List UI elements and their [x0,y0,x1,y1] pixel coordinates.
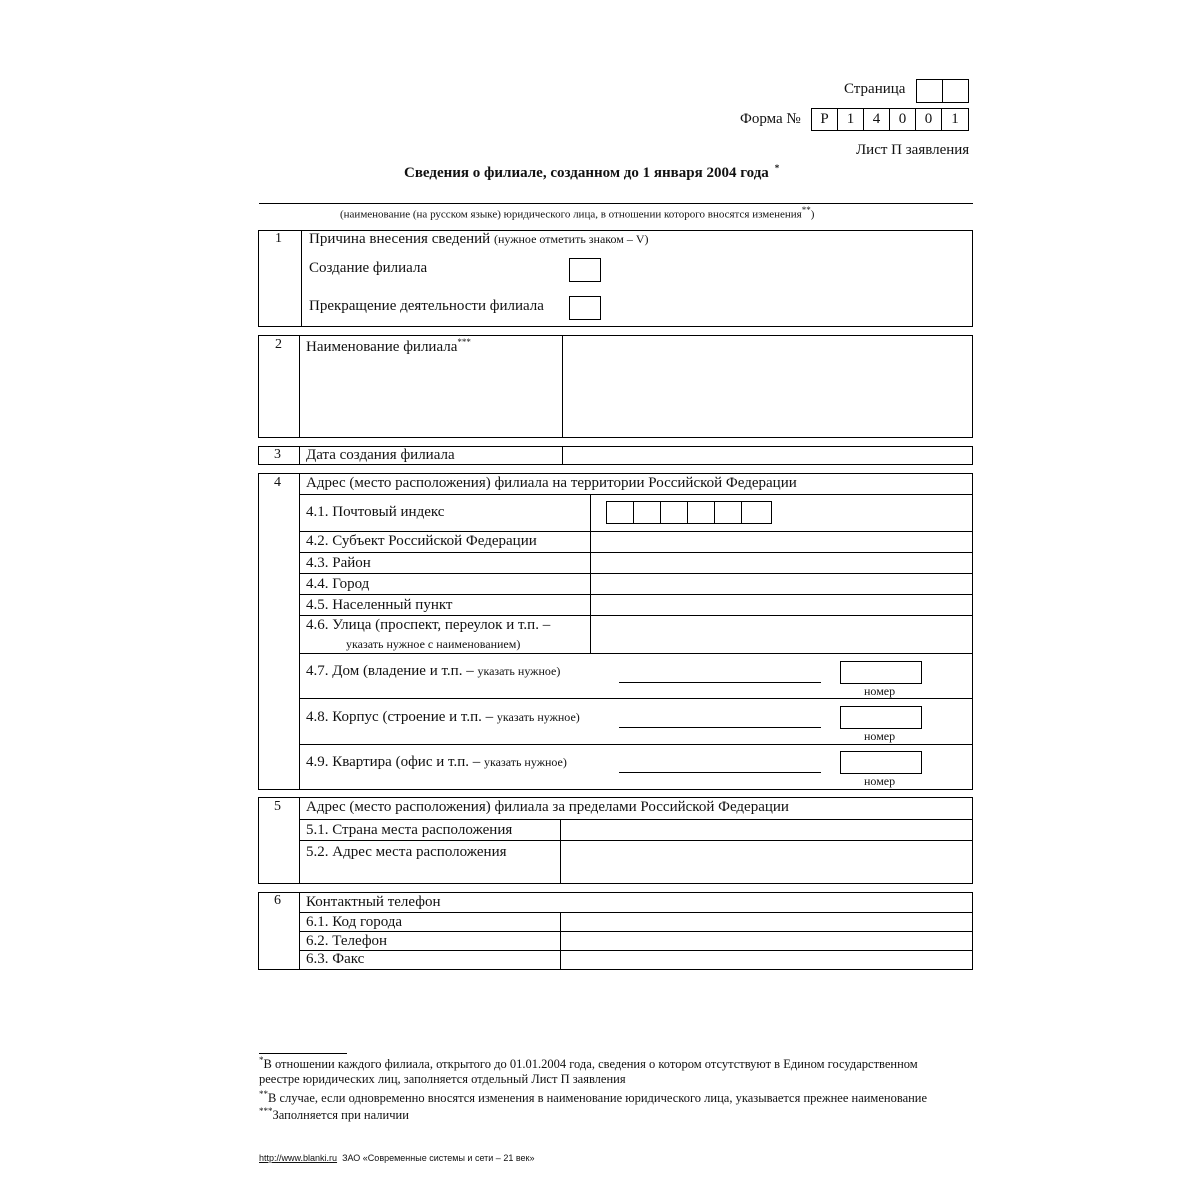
house-label-hint: указать нужное) [477,664,561,678]
house-number-field[interactable] [840,661,922,684]
branch-creation-date-label: Дата создания филиала [306,447,455,463]
district-field[interactable] [591,554,972,573]
apartment-label-text: 4.9. Квартира (офис и т.п. – [306,754,484,770]
street-label: 4.6. Улица (проспект, переулок и т.п. – [306,617,551,633]
form-title-text: Сведения о филиале, созданном до 1 января 2004 года [404,165,769,181]
branch-name-field[interactable] [563,336,972,437]
locality-label: 4.5. Населенный пункт [306,597,453,613]
footnote-3-text: Заполняется при наличии [272,1108,409,1123]
legal-name-footnote-mark: ** [801,205,811,215]
postal-code-cell[interactable] [714,501,742,524]
apartment-label-hint: указать нужное) [483,755,567,769]
subject-rf-field[interactable] [591,533,972,552]
building-number-caption: номер [864,729,896,743]
phone-label: 6.2. Телефон [306,933,388,949]
section-5-title: Адрес (место расположения) филиала за пределами Российской Федерации [306,799,789,815]
section-4-title: Адрес (место расположения) филиала на территории Российской Федерации [306,475,797,491]
building-label-text: 4.8. Корпус (строение и т.п. – [306,709,497,725]
house-label-text: 4.7. Дом (владение и т.п. – [306,663,478,679]
section-4-number: 4 [274,475,281,490]
section-1-divider [301,230,302,327]
row-line [299,594,973,595]
house-type-field[interactable] [619,682,821,683]
row-line [299,552,973,553]
locality-field[interactable] [591,596,972,615]
postal-code-cell[interactable] [741,501,772,524]
section-1-title-text: Причина внесения сведений [309,231,491,247]
section-6-number: 6 [274,893,281,908]
row-line [299,494,973,495]
section-4-divider [299,473,300,790]
postal-code-cell[interactable] [633,501,661,524]
postal-code-cell[interactable] [606,501,634,524]
footnote-2-text: В случае, если одновременно вносятся изменения в наименование юридического лица, указывается прежнее наименование [268,1091,928,1106]
section-3-number: 3 [274,447,281,462]
section-6-title: Контактный телефон [306,894,441,910]
apartment-type-field[interactable] [619,772,821,773]
form-code-char: Р [811,108,838,131]
section-3-divider [299,446,300,465]
title-footnote-mark: * [774,163,780,173]
branch-name-label-text: Наименование филиала [306,339,458,355]
section-2-divider [299,335,300,438]
section-1-title [309,231,649,248]
fax-field[interactable] [561,951,972,969]
apartment-number-field[interactable] [840,751,922,774]
house-label [306,663,560,680]
option-create-branch-label: Создание филиала [309,260,428,276]
foreign-address-label: 5.2. Адрес места расположения [306,844,507,860]
page-label: Страница [844,81,906,97]
city-field[interactable] [591,575,972,594]
city-label: 4.4. Город [306,576,370,592]
footnote-1-text: В отношении каждого филиала, открытого до 01.01.2004 года, сведения о котором отсутствуют в Едином государственном [263,1057,918,1072]
legal-name-caption-close: ) [810,208,815,221]
footnote-1 [259,1055,918,1072]
footnote-1-mark: * [259,1055,264,1065]
legal-name-caption [340,205,814,221]
row-line [299,744,973,745]
option-terminate-branch-label: Прекращение деятельности филиала [309,298,544,314]
fax-label: 6.3. Факс [306,951,365,967]
form-code-char: 1 [941,108,969,131]
foreign-country-label: 5.1. Страна места расположения [306,822,513,838]
foreign-address-field[interactable] [561,841,972,883]
page-number-cell-2[interactable] [942,79,969,103]
building-type-field[interactable] [619,727,821,728]
section-2-number: 2 [275,337,282,352]
apartment-number-caption: номер [864,774,896,788]
postal-code-cell[interactable] [660,501,688,524]
option-terminate-branch-checkbox[interactable] [569,296,601,320]
option-create-branch-checkbox[interactable] [569,258,601,282]
branch-creation-date-field[interactable] [563,447,972,464]
page-number-cell-1[interactable] [916,79,943,103]
form-code-char: 0 [889,108,916,131]
legal-name-caption-text: (наименование (на русском языке) юридического лица, в отношении которого вносятся изменения [340,208,802,221]
page-footer [259,1153,534,1163]
footnote-2-mark: ** [259,1089,268,1099]
street-field[interactable] [591,617,972,653]
form-title [404,163,779,182]
building-number-field[interactable] [840,706,922,729]
footnote-3 [259,1106,409,1123]
row-line [299,615,973,616]
row-line [299,531,973,532]
city-code-label: 6.1. Код города [306,914,403,930]
phone-field[interactable] [561,932,972,950]
building-label-hint: указать нужное) [496,710,580,724]
form-code-char: 4 [863,108,890,131]
foreign-country-field[interactable] [561,820,972,840]
building-label [306,709,580,726]
footer-company: ЗАО «Современные системы и сети – 21 век» [342,1153,535,1163]
form-code-char: 0 [915,108,942,131]
row-line [299,573,973,574]
sheet-label: Лист П заявления [856,142,970,158]
footnote-3-mark: *** [259,1106,273,1116]
section-1-number: 1 [275,231,282,246]
footer-link[interactable]: http://www.blanki.ru [259,1153,338,1163]
postal-code-cell[interactable] [687,501,715,524]
district-label: 4.3. Район [306,555,371,571]
form-code-char: 1 [837,108,864,131]
section-5-number: 5 [274,799,281,814]
footnote-2 [259,1089,927,1106]
subject-rf-label: 4.2. Субъект Российской Федерации [306,533,537,549]
legal-name-line[interactable] [259,203,973,204]
branch-name-footnote-mark: *** [457,337,471,347]
house-number-caption: номер [864,684,896,698]
postal-code-label: 4.1. Почтовый индекс [306,504,445,520]
form-number-label: Форма № [740,111,801,127]
branch-name-label [306,337,471,356]
street-label-hint: указать нужное с наименованием) [346,637,521,651]
footnote-separator [259,1053,347,1054]
apartment-label [306,754,567,771]
row-line [299,653,973,654]
city-code-field[interactable] [561,913,972,931]
section-1-hint: (нужное отметить знаком – V) [493,232,649,246]
footnote-1-continued: реестре юридических лиц, заполняется отдельный Лист П заявления [259,1072,626,1086]
